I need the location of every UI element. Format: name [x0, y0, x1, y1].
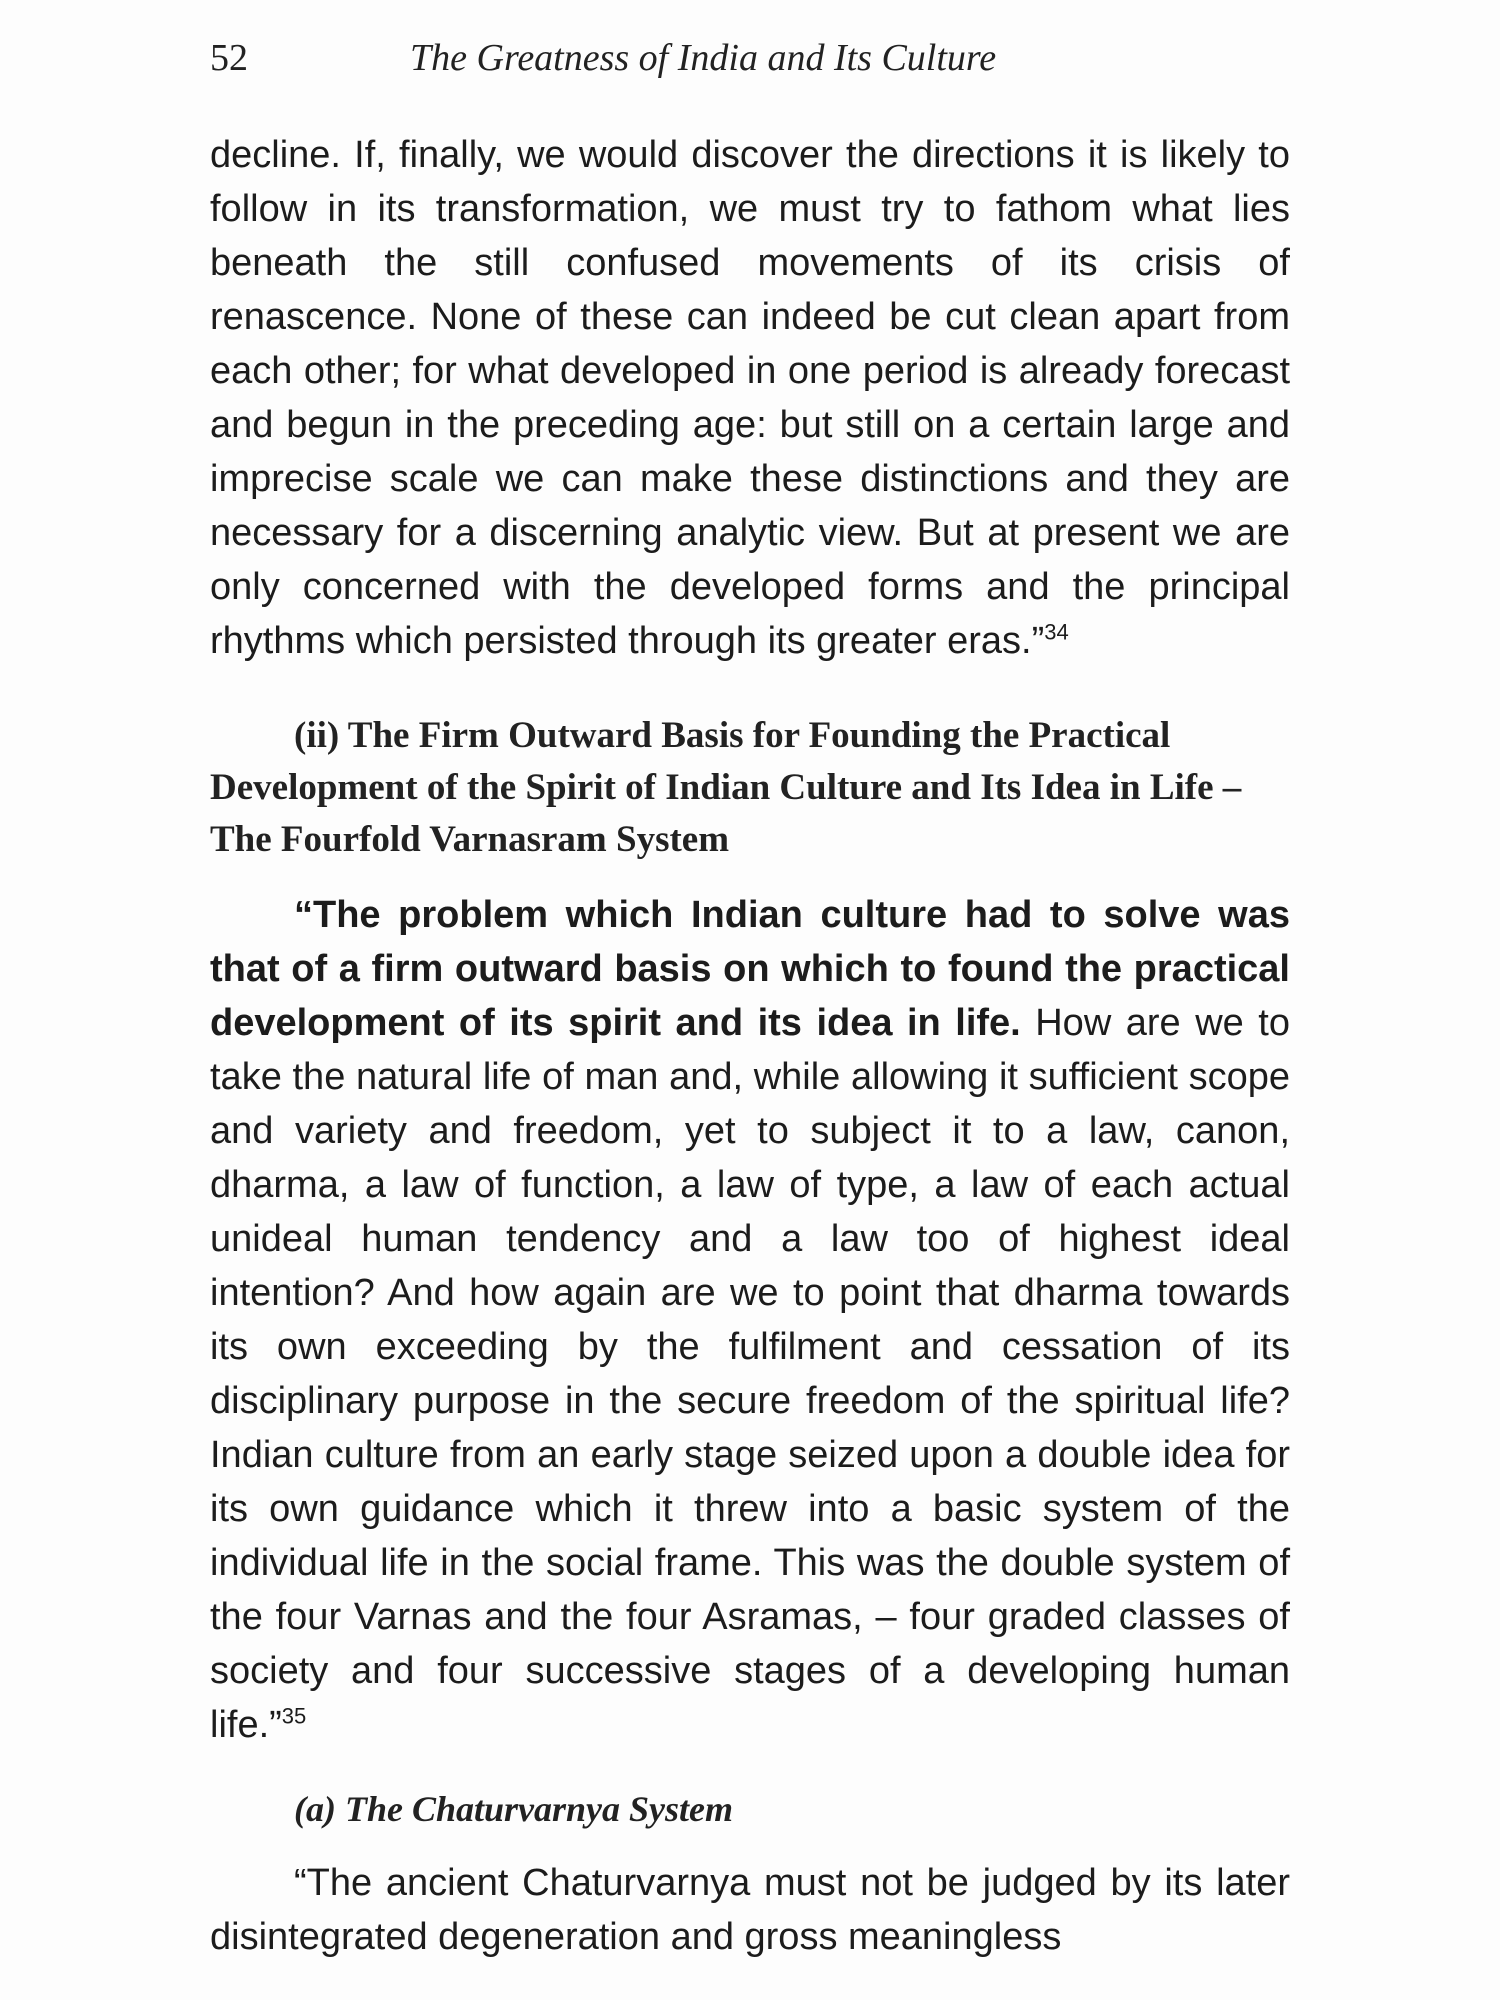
- quoted-paragraph: [210, 888, 1290, 1752]
- footnote-marker: 35: [281, 1703, 307, 1729]
- paragraph-continued: [210, 128, 1290, 668]
- page-number: 52: [210, 37, 248, 79]
- footnote-marker: 34: [1044, 619, 1069, 645]
- book-title: The Greatness of India and Its Culture: [410, 37, 997, 79]
- paragraph-text: decline. If, finally, we would discover the directions it is likely to follow in its transformation, we must try to fathom what lies beneath the still confused movements of its crisis of renascence. None of these can indeed be cut clean apart from each other; for what developed in one period is already forecast and begun in the preceding age: but still on a certain large and imprecise scale we can make these distinctions and they are necessary for a discerning analytic view. But at present we are only concerned with the developed forms and the principal rhythms which persisted through its greater eras.”: [210, 134, 1290, 662]
- running-head: [210, 30, 1290, 90]
- paragraph-text: “The ancient Chaturvarnya must not be judged by its later disintegrated degeneration and gross meaningless: [210, 1862, 1290, 1958]
- bold-lead-sentence: “The problem which Indian culture had to solve was that of a firm outward basis on which to found the practical development of its spirit and its idea in life.: [210, 894, 1290, 1044]
- section-heading: (ii) The Firm Outward Basis for Founding the Practical Development of the Spirit of Indian Culture and Its Idea in Life – The Fourfold Varnasram System: [210, 715, 1242, 860]
- subsection-heading: (a) The Chaturvarnya System: [294, 1789, 734, 1829]
- paragraph-text: How are we to take the natural life of man and, while allowing it sufficient scope and variety and freedom, yet to subject it to a law, canon, dharma, a law of function, a law of type, a law of each actual unideal human tendency and a law too of highest ideal intention? And how again are we to point that dharma towards its own exceeding by the fulfilment and cessation of its disciplinary purpose in the secure freedom of the spiritual life? Indian culture from an early stage seized upon a double idea for its own guidance which it threw into a basic system of the individual life in the social frame. This was the double system of the four Varnas and the four Asramas, – four graded classes of society and four successive stages of a developing human life.”: [210, 1002, 1290, 1746]
- paragraph-start: [210, 1856, 1290, 1964]
